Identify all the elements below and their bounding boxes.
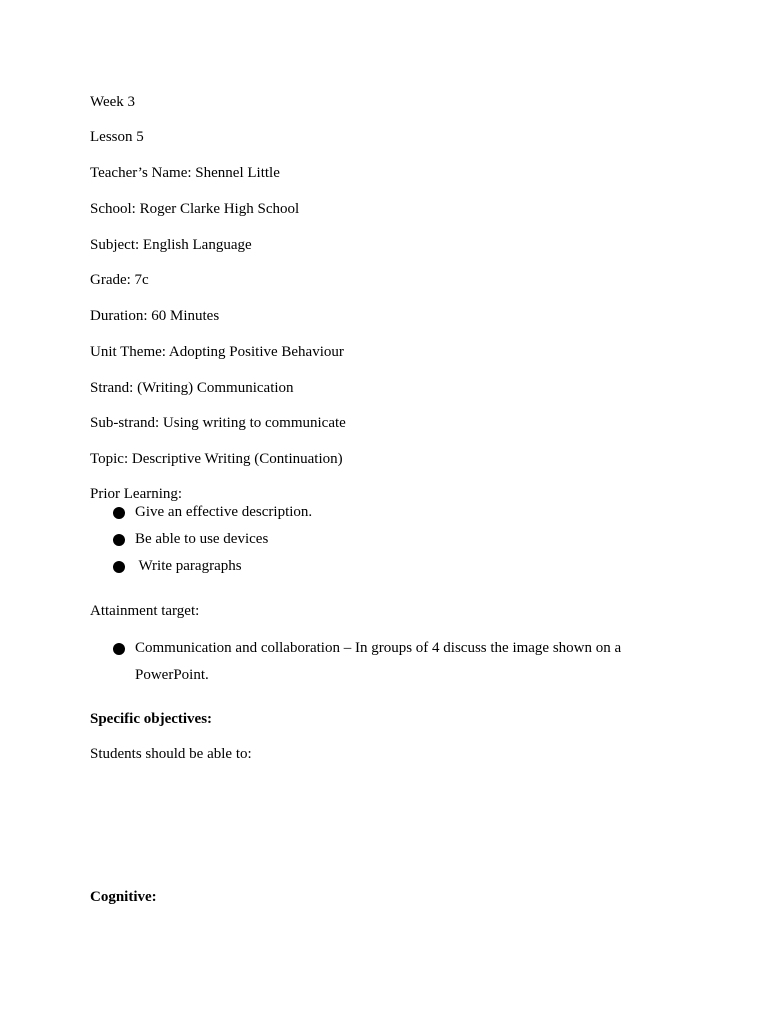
unit-theme-line: Unit Theme: Adopting Positive Behaviour (90, 344, 344, 360)
bullet-icon (113, 561, 125, 573)
lesson-line: Lesson 5 (90, 129, 144, 145)
week-line: Week 3 (90, 94, 136, 110)
students-should-line: Students should be able to: (90, 746, 252, 762)
list-item-text: Write paragraphs (135, 558, 242, 574)
attainment-item-line1: Communication and collaboration – In groups of 4 discuss the image shown on a (135, 640, 622, 656)
prior-learning-heading: Prior Learning: (90, 486, 183, 502)
specific-objectives-heading: Specific objectives: (90, 711, 213, 727)
sub-strand-line: Sub-strand: Using writing to communicate (90, 415, 346, 431)
grade-line: Grade: 7c (90, 272, 149, 288)
cognitive-heading: Cognitive: (90, 889, 157, 905)
school-line: School: Roger Clarke High School (90, 201, 300, 217)
list-item-text: Give an effective description. (135, 504, 313, 520)
list-item-text: Be able to use devices (135, 531, 269, 547)
bullet-icon (113, 507, 125, 519)
subject-line: Subject: English Language (90, 237, 252, 253)
strand-line: Strand: (Writing) Communication (90, 380, 294, 396)
attainment-target-heading: Attainment target: (90, 603, 200, 619)
topic-line: Topic: Descriptive Writing (Continuation) (90, 451, 343, 467)
bullet-icon (113, 643, 125, 655)
bullet-icon (113, 534, 125, 546)
duration-line: Duration: 60 Minutes (90, 308, 220, 324)
teacher-name-line: Teacher’s Name: Shennel Little (90, 165, 280, 181)
attainment-item-line2: PowerPoint. (135, 667, 209, 683)
